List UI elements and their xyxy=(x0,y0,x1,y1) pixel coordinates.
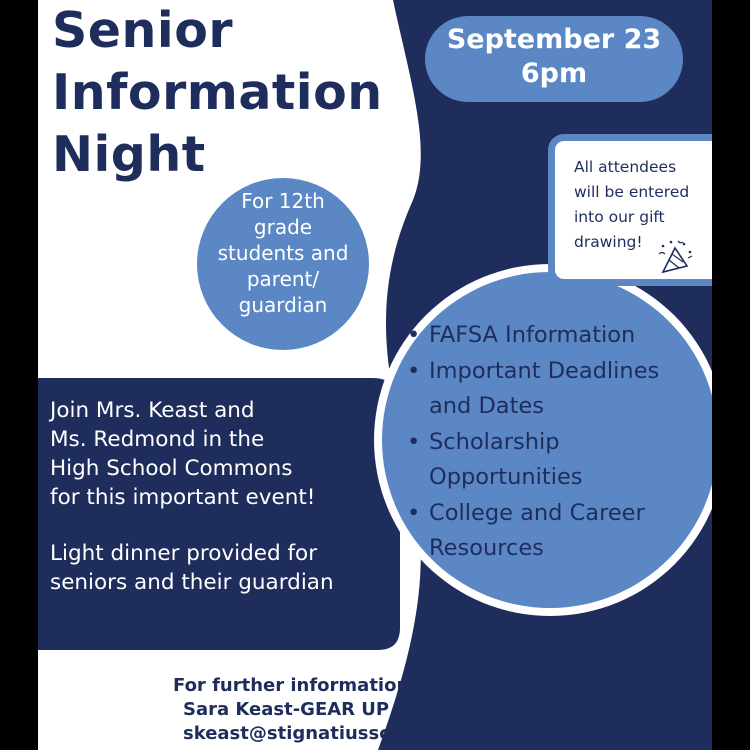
audience-line: guardian xyxy=(238,293,328,317)
topic-line: FAFSA Information xyxy=(429,322,636,348)
contact-email[interactable]: skeast@stignatiusschools.org xyxy=(183,723,486,744)
party-popper-icon xyxy=(657,238,695,276)
topic-line: College and Career xyxy=(429,499,645,526)
topic-item xyxy=(405,354,659,425)
audience-line: grade xyxy=(253,215,313,239)
topic-line: Resources xyxy=(429,535,544,561)
details-line: Ms. Redmond in the xyxy=(50,427,265,452)
topic-item xyxy=(405,425,659,496)
topic-line: and Dates xyxy=(429,393,544,419)
topic-line: Opportunities xyxy=(429,464,583,490)
topic-line: Important Deadlines xyxy=(429,357,660,384)
event-title xyxy=(52,0,383,186)
contact-heading: For further information, contact xyxy=(173,675,499,696)
title-line: Night xyxy=(52,126,206,183)
topic-item xyxy=(405,496,659,567)
title-line: Senior xyxy=(52,2,234,59)
details-line: High School Commons xyxy=(50,456,293,481)
audience-line: For 12th xyxy=(241,189,325,213)
flyer xyxy=(38,0,712,750)
event-details-text xyxy=(50,396,315,512)
topic-item xyxy=(405,318,659,354)
bullet-icon: • xyxy=(407,428,421,455)
gift-line: drawing! xyxy=(574,233,643,251)
contact-name: Sara Keast-GEAR UP Liaison xyxy=(183,699,468,720)
audience-circle xyxy=(197,178,369,350)
dinner-note xyxy=(50,539,334,597)
audience-line: parent/ xyxy=(246,267,320,291)
topics-list xyxy=(405,318,659,567)
dinner-line: seniors and their guardian xyxy=(50,570,334,595)
bullet-icon: • xyxy=(407,357,421,384)
bullet-icon: • xyxy=(407,499,421,526)
date-time-badge xyxy=(425,16,683,102)
gift-line: will be entered xyxy=(574,183,690,201)
dinner-line: Light dinner provided for xyxy=(50,541,318,566)
details-line: Join Mrs. Keast and xyxy=(50,398,255,423)
topic-line: Scholarship xyxy=(429,428,560,455)
event-time: 6pm xyxy=(520,58,588,89)
gift-line: into our gift xyxy=(574,208,665,226)
audience-line: students and xyxy=(217,241,349,265)
gift-line: All attendees xyxy=(574,158,677,176)
bullet-icon: • xyxy=(407,322,421,348)
contact-info xyxy=(38,674,712,746)
details-line: for this important event! xyxy=(50,485,316,510)
title-line: Information xyxy=(52,64,383,121)
event-date: September 23 xyxy=(446,24,662,55)
